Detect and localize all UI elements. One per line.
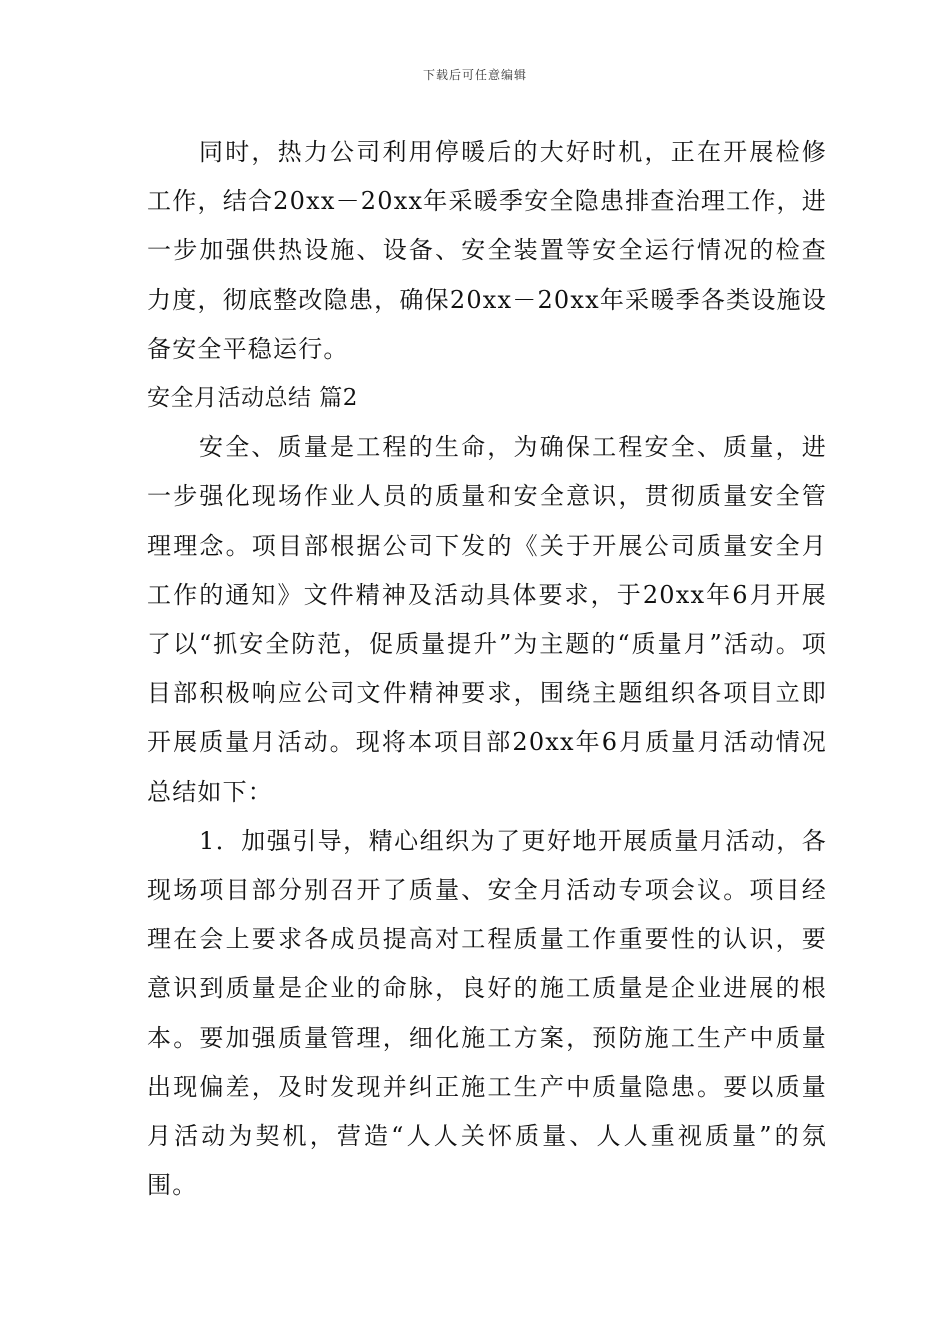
paragraph-heating-maintenance: 同时，热力公司利用停暖后的大好时机，正在开展检修工作，结合20xx－20xx年采暖季安全隐患排查治理工作，进一步加强供热设施、设备、安全装置等安全运行情况的检查力度，彻底整改隐患，确保20xx－20xx年采暖季各类设施设备安全平稳运行。 <box>147 138 827 363</box>
section-heading: 安全月活动总结 篇2 <box>147 385 358 412</box>
paragraph-quality-month-intro: 安全、质量是工程的生命，为确保工程安全、质量，进一步强化现场作业人员的质量和安全意识，贯彻质量安全管理理念。项目部根据公司下发的《关于开展公司质量安全月工作的通知》文件精神及活动具体要求，于20xx年6月开展了以“抓安全防范，促质量提升”为主题的“质量月”活动。项目部积极响应公司文件精神要求，围绕主题组织各项目立即开展质量月活动。现将本项目部20xx年6月质量月活动情况总结如下： <box>147 433 827 806</box>
paragraph-guidance-organization: 1．加强引导，精心组织为了更好地开展质量月活动，各现场项目部分别召开了质量、安全月活动专项会议。项目经理在会上要求各成员提高对工程质量工作重要性的认识，要意识到质量是企业的命脉，良好的施工质量是企业进展的根本。要加强质量管理，细化施工方案，预防施工生产中质量出现偏差，及时发现并纠正施工生产中质量隐患。要以质量月活动为契机，营造“人人关怀质量、人人重视质量”的氛围。 <box>147 826 827 1200</box>
page-header-note: 下载后可任意编辑 <box>422 68 527 82</box>
document-body <box>147 128 827 1210</box>
